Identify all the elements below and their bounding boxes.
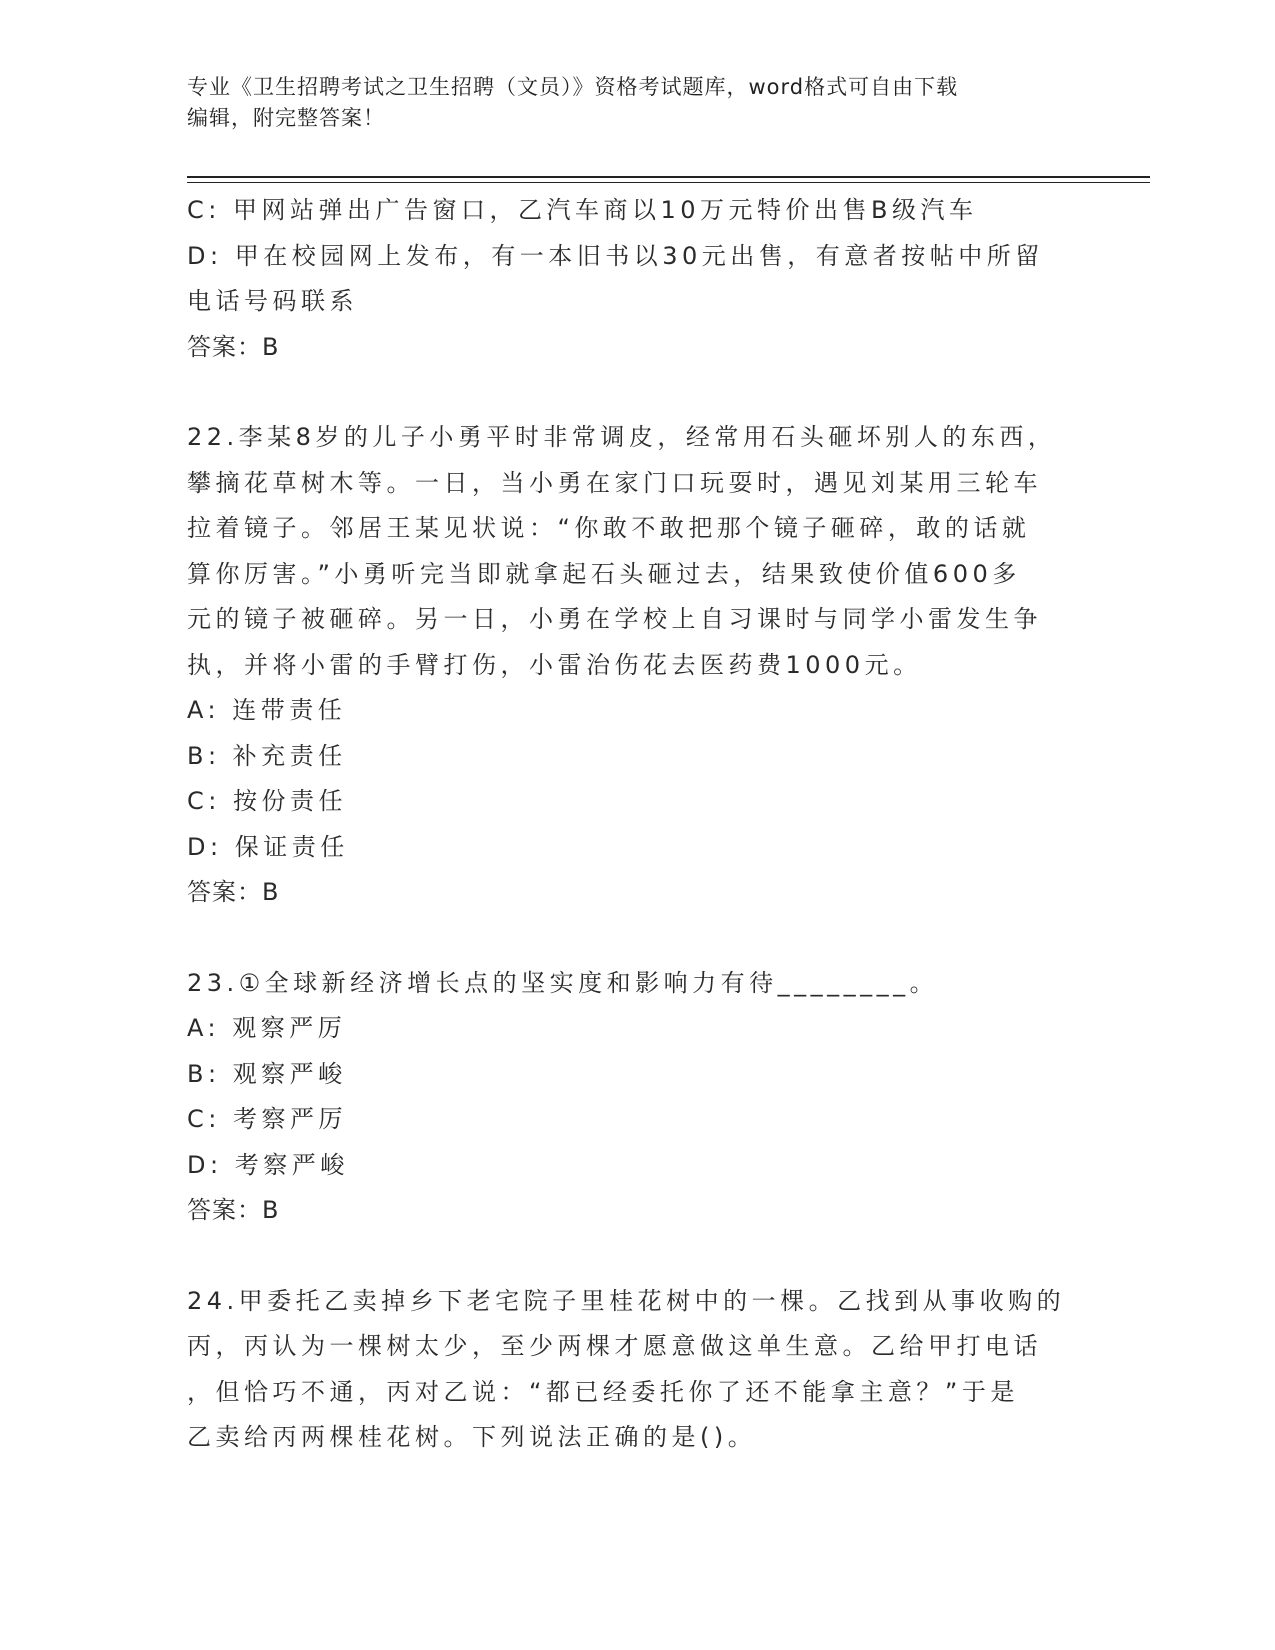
answer: 答案：B	[187, 1196, 280, 1224]
question-stem-line: 算你厉害。”小勇听完当即就拿起石头砸过去，结果致使价值600多	[187, 559, 1021, 588]
question-22	[187, 415, 1067, 916]
header-divider-thick	[187, 176, 1150, 178]
answer: 答案：B	[187, 332, 280, 361]
option-c: C: 考察严厉	[187, 1105, 347, 1133]
header-divider-thin	[187, 182, 1150, 183]
option-b: B: 补充责任	[187, 741, 347, 770]
header-line-1: 专业《卫生招聘考试之卫生招聘（文员）》资格考试题库，word格式可自由下载	[187, 75, 959, 99]
question-stem-line: 拉着镜子。邻居王某见状说：“你敢不敢把那个镜子砸碎，敢的话就	[187, 514, 1031, 542]
option-d-line-2: 电话号码联系	[187, 287, 358, 315]
question-21-tail	[187, 188, 1067, 370]
question-24	[187, 1279, 1067, 1461]
question-stem-line: 22.李某8岁的儿子小勇平时非常调皮，经常用石头砸坏别人的东西，	[187, 423, 1057, 451]
option-d-line-1: D: 甲在校园网上发布，有一本旧书以30元出售，有意者按帖中所留	[187, 241, 1044, 270]
question-stem-line: 元的镜子被砸碎。另一日，小勇在学校上自习课时与同学小雷发生争	[187, 605, 1042, 633]
option-c: C: 甲网站弹出广告窗口，乙汽车商以10万元特价出售B级汽车	[187, 196, 978, 224]
option-c: C: 按份责任	[187, 787, 347, 815]
header-line-2: 编辑，附完整答案！	[187, 106, 385, 130]
question-stem-line: 执，并将小雷的手臂打伤，小雷治伤花去医药费1000元。	[187, 650, 922, 679]
option-b: B: 观察严峻	[187, 1059, 347, 1088]
option-d: D: 保证责任	[187, 832, 349, 861]
option-a: A: 观察严厉	[187, 1014, 347, 1042]
question-stem-line: 乙卖给丙两棵桂花树。下列说法正确的是()。	[187, 1423, 757, 1451]
question-content	[187, 188, 1067, 1461]
question-stem-line: 攀摘花草树木等。一日，当小勇在家门口玩耍时，遇见刘某用三轮车	[187, 468, 1042, 497]
question-stem-line: 丙，丙认为一棵树太少，至少两棵才愿意做这单生意。乙给甲打电话	[187, 1332, 1042, 1360]
answer: 答案：B	[187, 878, 280, 906]
option-a: A: 连带责任	[187, 696, 347, 724]
question-stem-line: 24.甲委托乙卖掉乡下老宅院子里桂花树中的一棵。乙找到从事收购的	[187, 1286, 1066, 1315]
question-stem-line: ，但恰巧不通，丙对乙说：“都已经委托你了还不能拿主意？”于是	[187, 1377, 1019, 1406]
option-d: D: 考察严峻	[187, 1150, 349, 1179]
question-23	[187, 961, 1067, 1234]
question-stem: 23.①全球新经济增长点的坚实度和影响力有待________。	[187, 968, 939, 997]
document-header	[187, 72, 1067, 134]
